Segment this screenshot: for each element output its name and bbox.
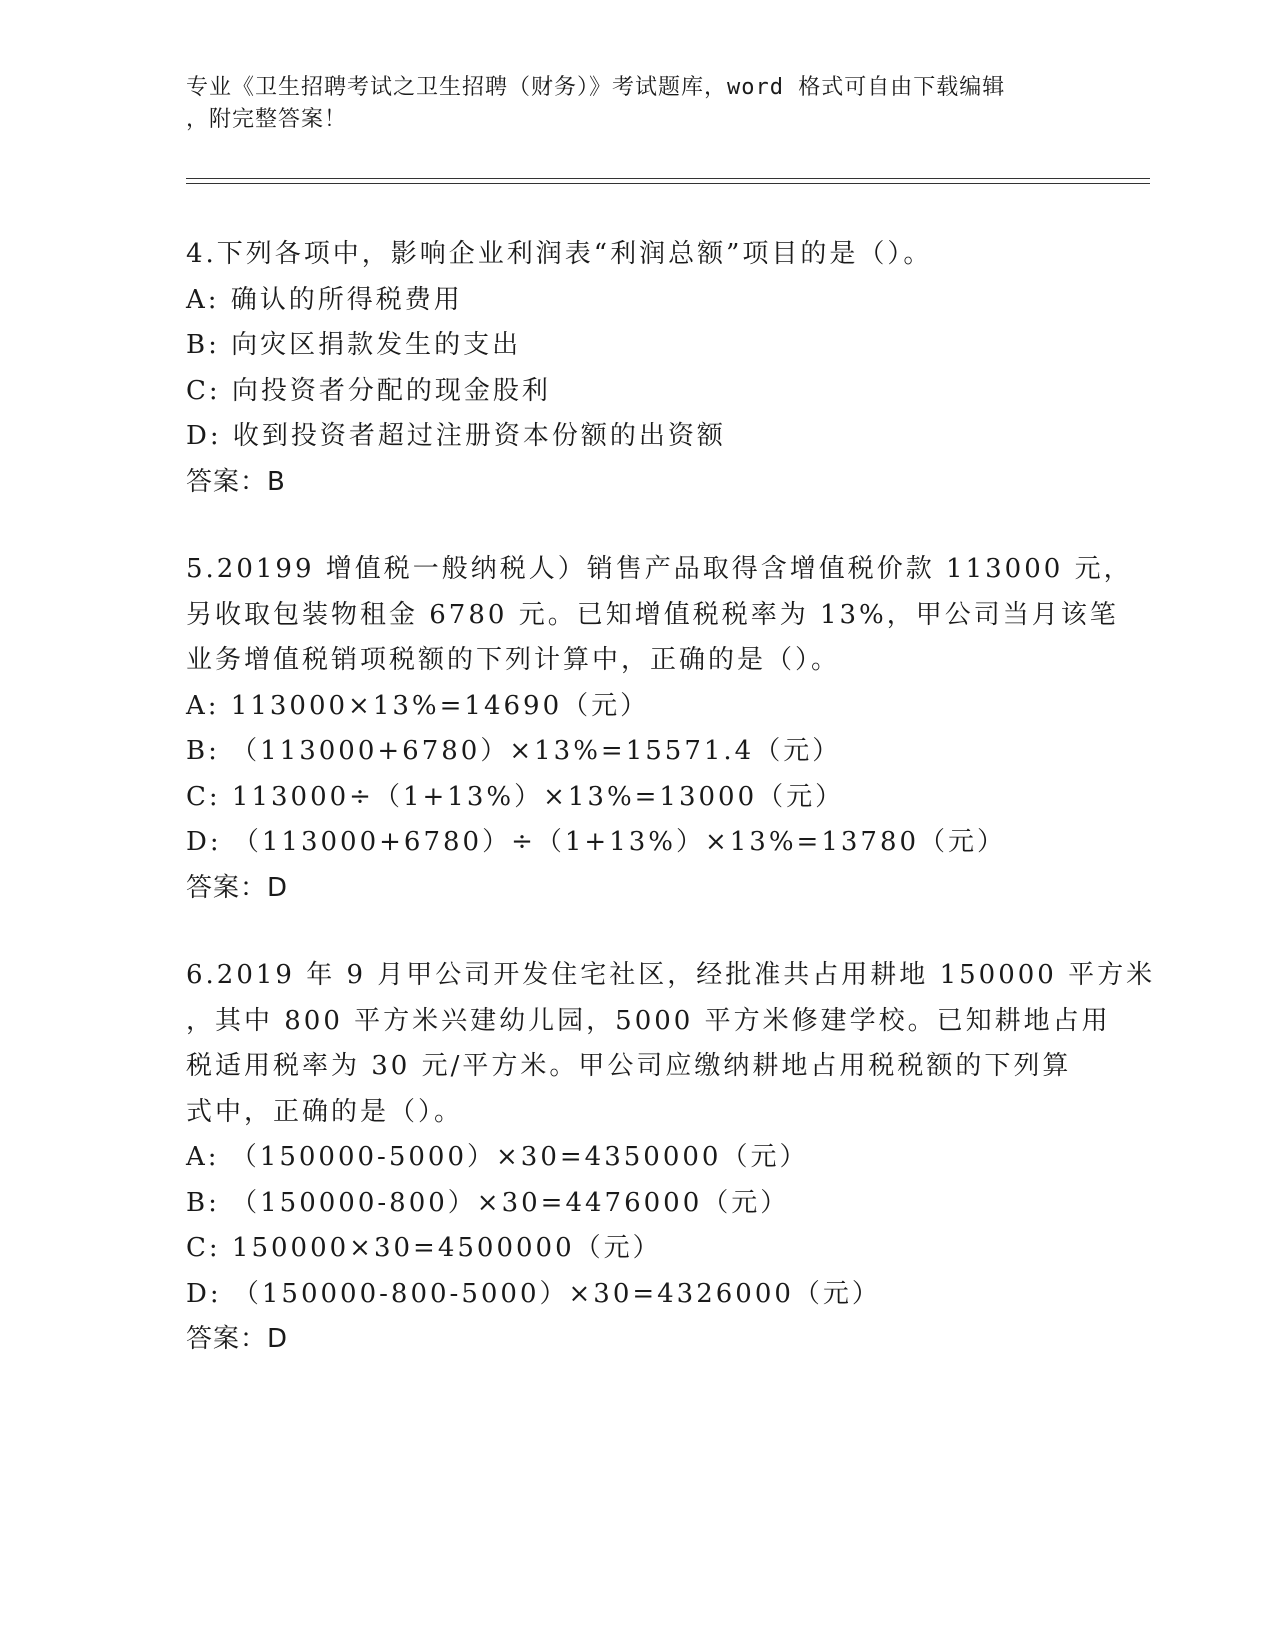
- question-stem: 税适用税率为 30 元/平方米。甲公司应缴纳耕地占用税税额的下列算: [186, 1051, 1072, 1081]
- question-4: [186, 232, 1086, 505]
- header-line: ，附完整答案！: [186, 107, 348, 132]
- header-line: 专业《卫生招聘考试之卫生招聘（财务）》考试题库，word 格式可自由下载编辑: [186, 75, 1006, 100]
- option-d: D: 收到投资者超过注册资本份额的出资额: [186, 421, 726, 451]
- header-divider: [186, 178, 1150, 179]
- question-stem: 另收取包装物租金 6780 元。已知增值税税率为 13%，甲公司当月该笔: [186, 599, 1119, 630]
- question-stem: 6.2019 年 9 月甲公司开发住宅社区，经批准共占用耕地 150000 平方米: [186, 960, 1156, 990]
- option-c: C: 150000×30=4500000（元）: [186, 1233, 662, 1263]
- option-b: B: （113000+6780）×13%=15571.4（元）: [186, 736, 842, 766]
- option-a: A: 113000×13%=14690（元）: [186, 690, 650, 721]
- option-d: D: （113000+6780）÷（1+13%）×13%=13780（元）: [186, 827, 1007, 857]
- answer: 答案：D: [186, 872, 289, 903]
- header-divider: [186, 183, 1150, 184]
- question-list: [186, 232, 1156, 1363]
- document-header: [186, 72, 1066, 136]
- question-stem: ，其中 800 平方米兴建幼儿园，5000 平方米修建学校。已知耕地占用: [186, 1005, 1111, 1036]
- question-stem: 5.20199 增值税一般纳税人）销售产品取得含增值税价款 113000 元，: [186, 554, 1133, 584]
- option-b: B: （150000-800）×30=4476000（元）: [186, 1187, 790, 1218]
- answer: 答案：B: [186, 466, 286, 497]
- question-6: [186, 953, 1156, 1363]
- answer: 答案：D: [186, 1324, 289, 1354]
- question-5: [186, 547, 1133, 911]
- question-stem: 4.下列各项中，影响企业利润表“利润总额”项目的是（）。: [186, 239, 933, 269]
- option-d: D: （150000-800-5000）×30=4326000（元）: [186, 1278, 881, 1309]
- question-stem: 式中，正确的是（）。: [186, 1096, 464, 1127]
- question-stem: 业务增值税销项税额的下列计算中，正确的是（）。: [186, 645, 841, 675]
- option-a: A: 确认的所得税费用: [186, 284, 463, 315]
- option-c: C: 向投资者分配的现金股利: [186, 375, 551, 406]
- option-c: C: 113000÷（1+13%）×13%=13000（元）: [186, 781, 845, 812]
- option-a: A: （150000-5000）×30=4350000（元）: [186, 1142, 809, 1172]
- option-b: B: 向灾区捐款发生的支出: [186, 330, 522, 360]
